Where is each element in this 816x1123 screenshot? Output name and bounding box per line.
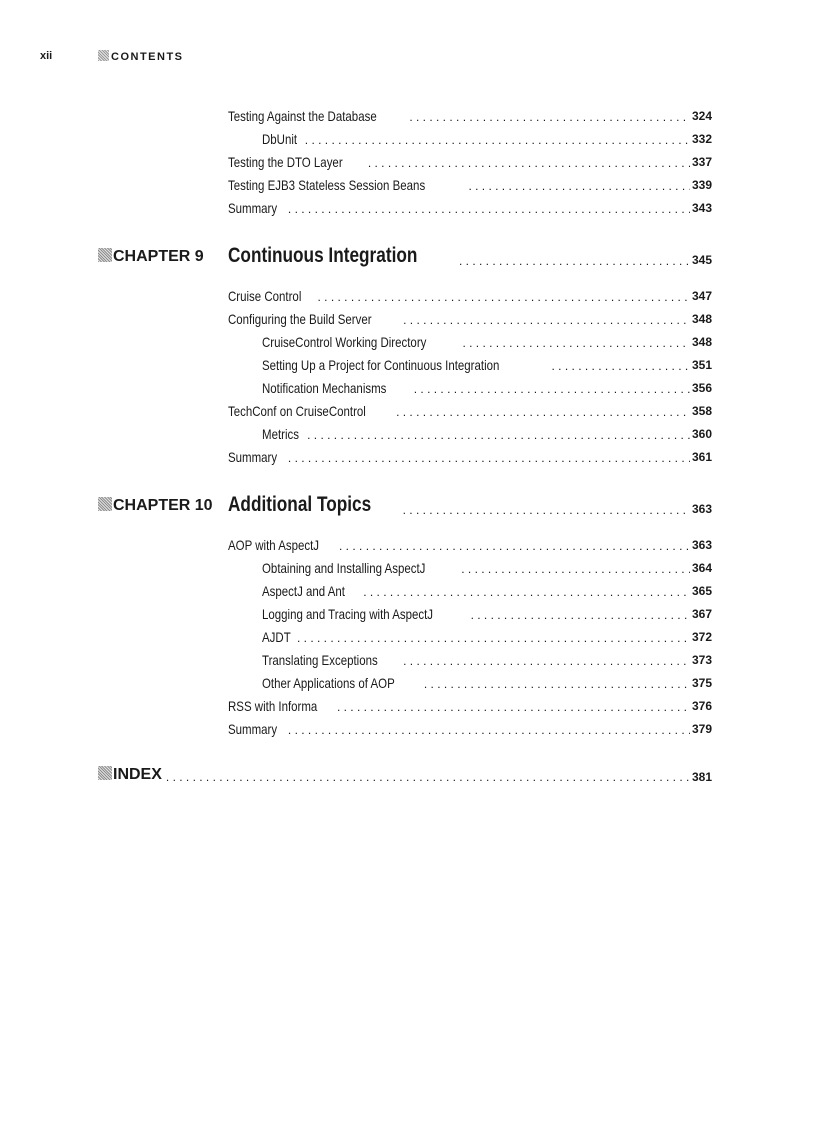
toc-entry[interactable]: [228, 150, 712, 170]
leader-dots: [424, 677, 690, 691]
index-label-text: INDEX: [113, 766, 162, 783]
index-entry[interactable]: [98, 762, 712, 784]
toc-subentry[interactable]: [262, 671, 712, 691]
toc-entry[interactable]: [228, 399, 712, 419]
toc-subentry[interactable]: [262, 353, 712, 373]
chapter-title: Continuous Integration: [228, 244, 418, 267]
toc-entry-page: 367: [691, 607, 712, 621]
toc-entry-title: Testing the DTO Layer: [228, 154, 343, 170]
chapter-10-heading[interactable]: [228, 491, 712, 517]
section-title: [98, 50, 184, 63]
leader-dots: [396, 405, 690, 419]
toc-entry-title: Logging and Tracing with AspectJ: [262, 606, 434, 622]
chapter-label-text: CHAPTER 10: [113, 497, 213, 514]
chapter-page: 363: [691, 502, 712, 516]
toc-entry-page: 360: [691, 427, 712, 441]
toc-entry[interactable]: [228, 104, 712, 124]
leader-dots: [461, 562, 690, 576]
toc-entry-title: Summary: [228, 449, 278, 465]
leader-dots: [307, 428, 690, 442]
chapter-label-text: CHAPTER 9: [113, 248, 204, 265]
leader-dots: [414, 382, 690, 396]
leader-dots: [403, 503, 690, 517]
toc-entry[interactable]: [228, 445, 712, 465]
leader-dots: [403, 313, 690, 327]
toc-entry-title: Notification Mechanisms: [262, 380, 387, 396]
leader-dots: [288, 202, 690, 216]
toc-subentry[interactable]: [262, 602, 712, 622]
toc-entry[interactable]: [228, 284, 712, 304]
toc-entry[interactable]: [228, 307, 712, 327]
leader-dots: [337, 700, 690, 714]
toc-entry-page: 372: [691, 630, 712, 644]
toc-subentry[interactable]: [262, 376, 712, 396]
toc-entry-page: 351: [691, 358, 712, 372]
toc-entry-title: Setting Up a Project for Continuous Integration: [262, 357, 500, 373]
toc-entry[interactable]: [228, 196, 712, 216]
toc-entry-page: 356: [691, 381, 712, 395]
toc-entry-title: AOP with AspectJ: [228, 537, 320, 553]
chapter-10-label: [98, 497, 213, 515]
toc-subentry[interactable]: [262, 648, 712, 668]
toc-subentry[interactable]: [262, 422, 712, 442]
toc-entry-title: Summary: [228, 200, 278, 216]
bullet-mark-icon: [98, 50, 109, 61]
toc-entry-title: Cruise Control: [228, 288, 302, 304]
page-number: xii: [40, 50, 53, 62]
toc-entry-title: DbUnit: [262, 131, 298, 147]
leader-dots: [166, 770, 690, 784]
section-title-text: CONTENTS: [111, 51, 184, 63]
chapter-9-heading[interactable]: [228, 242, 712, 268]
leader-dots: [552, 359, 690, 373]
bullet-mark-icon: [98, 248, 112, 262]
toc-entry[interactable]: [228, 717, 712, 737]
leader-dots: [403, 654, 690, 668]
toc-entry-page: 375: [691, 676, 712, 690]
toc-entry-title: TechConf on CruiseControl: [228, 403, 366, 419]
toc-entry-page: 361: [691, 450, 712, 464]
toc-entry-title: AJDT: [262, 629, 291, 645]
index-label: [98, 766, 162, 784]
toc-entry-page: 332: [691, 132, 712, 146]
toc-subentry[interactable]: [262, 330, 712, 350]
leader-dots: [317, 290, 689, 304]
leader-dots: [339, 539, 690, 553]
leader-dots: [368, 156, 690, 170]
leader-dots: [462, 336, 690, 350]
toc-entry-page: 347: [691, 289, 712, 303]
bullet-mark-icon: [98, 497, 112, 511]
chapter-page: 345: [691, 253, 712, 267]
toc-entry-title: Metrics: [262, 426, 300, 442]
leader-dots: [297, 631, 690, 645]
toc-entry-page: 324: [691, 109, 712, 123]
chapter-title: Additional Topics: [228, 493, 372, 516]
leader-dots: [471, 608, 690, 622]
toc-entry[interactable]: [228, 533, 712, 553]
toc-subentry[interactable]: [262, 556, 712, 576]
toc-entry-title: Testing EJB3 Stateless Session Beans: [228, 177, 426, 193]
toc-entry-title: CruiseControl Working Directory: [262, 334, 427, 350]
toc-entry-page: 364: [691, 561, 712, 575]
leader-dots: [288, 723, 690, 737]
toc-entry-title: Configuring the Build Server: [228, 311, 372, 327]
toc-subentry[interactable]: [262, 625, 712, 645]
toc-entry[interactable]: [228, 173, 712, 193]
index-page: 381: [691, 770, 712, 784]
toc-entry-page: 339: [691, 178, 712, 192]
toc-entry-page: 348: [691, 312, 712, 326]
toc-entry-page: 343: [691, 201, 712, 215]
toc-entry-title: Summary: [228, 721, 278, 737]
leader-dots: [305, 133, 690, 147]
toc-entry-page: 373: [691, 653, 712, 667]
toc-entry-title: Testing Against the Database: [228, 108, 377, 124]
leader-dots: [409, 110, 690, 124]
toc-entry-page: 363: [691, 538, 712, 552]
toc-entry-page: 348: [691, 335, 712, 349]
toc-subentry[interactable]: [262, 127, 712, 147]
toc-entry-title: Obtaining and Installing AspectJ: [262, 560, 426, 576]
toc-entry-page: 379: [691, 722, 712, 736]
leader-dots: [288, 451, 690, 465]
toc-subentry[interactable]: [262, 579, 712, 599]
toc-entry-page: 376: [691, 699, 712, 713]
toc-entry-title: Translating Exceptions: [262, 652, 378, 668]
toc-entry-page: 365: [691, 584, 712, 598]
bullet-mark-icon: [98, 766, 112, 780]
leader-dots: [468, 179, 690, 193]
toc-entry-title: Other Applications of AOP: [262, 675, 395, 691]
toc-entry[interactable]: [228, 694, 712, 714]
chapter-9-label: [98, 248, 204, 266]
leader-dots: [363, 585, 690, 599]
leader-dots: [459, 254, 690, 268]
toc-entry-title: RSS with Informa: [228, 698, 318, 714]
toc-entry-page: 358: [691, 404, 712, 418]
toc-entry-title: AspectJ and Ant: [262, 583, 345, 599]
toc-entry-page: 337: [691, 155, 712, 169]
